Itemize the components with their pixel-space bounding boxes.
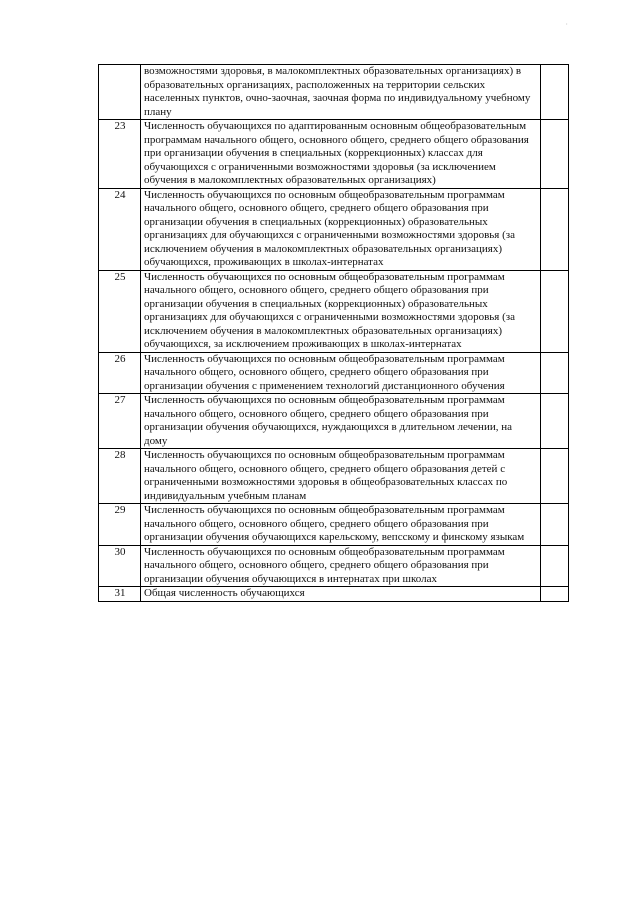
row-number: 31: [99, 587, 141, 602]
row-value-cell: [541, 587, 569, 602]
row-value-cell: [541, 394, 569, 449]
row-value-cell: [541, 188, 569, 270]
row-description: Численность обучающихся по основным общеобразовательным программам начального общего, основного общего, среднего общего образования детей с ограниченными возможностями здоровья в общеобразовательных классах по индивидуальным учебным планам: [141, 449, 541, 504]
table-row: [99, 120, 569, 189]
row-description: Численность обучающихся по основным общеобразовательным программам начального общего, основного общего, среднего общего образования при организации обучения с применением технологий дистанционного обучения: [141, 352, 541, 394]
row-description: Численность обучающихся по основным общеобразовательным программам начального общего, основного общего, среднего общего образования при организации обучения обучающихся в интернатах при школах: [141, 545, 541, 587]
table-row: [99, 65, 569, 120]
row-value-cell: [541, 120, 569, 189]
row-description: Общая численность обучающихся: [141, 587, 541, 602]
row-number: 24: [99, 188, 141, 270]
row-description: возможностями здоровья, в малокомплектных образовательных организациях) в образовательных организациях, расположенных на территории сельских населенных пунктов, очно-заочная, заочная форма по индивидуальному учебному плану: [141, 65, 541, 120]
row-number: 23: [99, 120, 141, 189]
table-row: [99, 449, 569, 504]
page-mark: ·: [565, 20, 568, 29]
table-row: [99, 394, 569, 449]
row-value-cell: [541, 270, 569, 352]
row-number: 27: [99, 394, 141, 449]
row-value-cell: [541, 352, 569, 394]
row-number: 28: [99, 449, 141, 504]
row-description: Численность обучающихся по основным общеобразовательным программам начального общего, основного общего, среднего общего образования при организации обучения в специальных (коррекционных) образовательных организациях для обучающихся с ограниченными возможностями здоровья (за исключением обучения в малокомплектных образовательных организациях) обучающихся, проживающих в школах-интернатах: [141, 188, 541, 270]
table-row: [99, 545, 569, 587]
row-value-cell: [541, 504, 569, 546]
row-number: 25: [99, 270, 141, 352]
row-number: 26: [99, 352, 141, 394]
row-value-cell: [541, 449, 569, 504]
row-number: 29: [99, 504, 141, 546]
row-number: 30: [99, 545, 141, 587]
table-row: [99, 587, 569, 602]
table-row: [99, 352, 569, 394]
table-row: [99, 270, 569, 352]
indicators-table: [98, 64, 569, 602]
row-description: Численность обучающихся по основным общеобразовательным программам начального общего, основного общего, среднего общего образования при организации обучения обучающихся карельскому, вепсскому и финскому языкам: [141, 504, 541, 546]
row-description: Численность обучающихся по адаптированным основным общеобразовательным программам начального общего, основного общего, среднего общего образования при организации обучения в специальных (коррекционных) классах для обучающихся с ограниченными возможностями здоровья (за исключением обучения в малокомплектных образовательных организациях): [141, 120, 541, 189]
table-row: [99, 188, 569, 270]
row-description: Численность обучающихся по основным общеобразовательным программам начального общего, основного общего, среднего общего образования при организации обучения в специальных (коррекционных) образовательных организациях для обучающихся с ограниченными возможностями здоровья (за исключением обучения в малокомплектных образовательных организациях) обучающихся, за исключением проживающих в школах-интернатах: [141, 270, 541, 352]
row-value-cell: [541, 545, 569, 587]
row-description: Численность обучающихся по основным общеобразовательным программам начального общего, основного общего, среднего общего образования при организации обучения обучающихся, нуждающихся в длительном лечении, на дому: [141, 394, 541, 449]
row-number: [99, 65, 141, 120]
table-row: [99, 504, 569, 546]
row-value-cell: [541, 65, 569, 120]
